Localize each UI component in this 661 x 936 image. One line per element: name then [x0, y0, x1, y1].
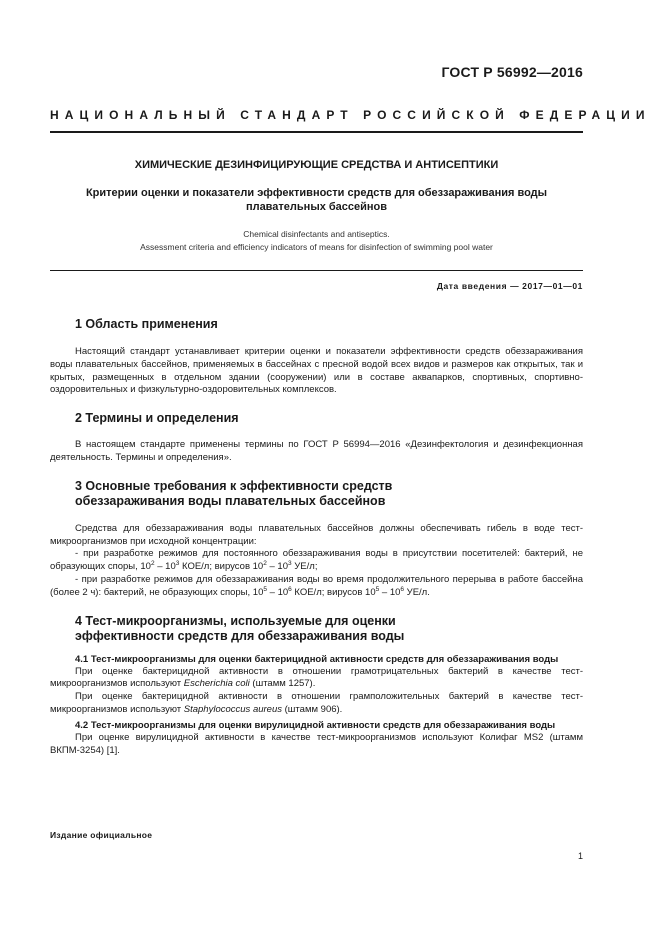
document-subtitle-line-1: Критерии оценки и показатели эффективности средств для обеззараживания воды: [85, 187, 548, 199]
subsection-4-2-paragraph: При оценке вирулицидной активности в качестве тест-микроорганизмов используют Колифаг MS2 (штамм ВКПМ-3254) [1].: [50, 731, 583, 756]
section-3-list-item-2: [50, 574, 583, 600]
item-2-unit-2: УЕ/л.: [406, 586, 430, 598]
item-1-unit-1: КОЕ/л; вирусов: [182, 561, 250, 573]
item-2-text: - при разработке режимов для обеззараживания воды во время продолжительного перерыва в работе бассейна (более 2 ч): бактерий, не образующих споры,: [50, 573, 583, 598]
section-4-heading-line-1: 4 Тест-микроорганизмы, используемые для оценки: [75, 613, 396, 628]
item-2-value-2: $10^6$: [277, 585, 292, 598]
document-subtitle: [50, 186, 583, 214]
section-1-heading: 1 Область применения: [75, 317, 218, 331]
section-3-heading-line-2: обеззараживания воды плавательных бассейнов: [75, 493, 386, 508]
item-2-value-4: $10^6$: [389, 585, 405, 598]
subsection-4-1-paragraph-1: [50, 666, 583, 692]
introduction-date: Дата введения — 2017—01—01: [436, 281, 583, 291]
section-3-list-item-1: [50, 548, 583, 574]
item-2-dash: –: [269, 586, 275, 598]
item-2-unit-1: КОЕ/л; вирусов: [294, 586, 363, 598]
national-standard-title: НАЦИОНАЛЬНЫЙ СТАНДАРТ РОССИЙСКОЙ ФЕДЕРАЦИИ: [50, 108, 651, 122]
section-4-heading: [50, 614, 583, 644]
section-3-heading-line-1: 3 Основные требования к эффективности средств: [75, 478, 393, 493]
s41-p1-strain: (штамм 1257).: [252, 678, 316, 690]
page-number: 1: [577, 851, 583, 861]
s41-p1-text: При оценке бактерицидной активности в отношении грамотрицательных бактерий в качестве тест-микроорганизмов используют: [50, 665, 583, 690]
section-2-text: В настоящем стандарте применены термины по ГОСТ Р 56994—2016 «Дезинфектология и дезинфекционная деятельность. Термины и определения».: [50, 439, 583, 463]
item-1-text: - при разработке режимов для постоянного обеззараживания воды в присутствии посетителей: бактерий, не образующих споры,: [50, 548, 583, 573]
section-3-text: Средства для обеззараживания воды плавательных бассейнов должны обеспечивать гибель в воде тест-микроорганизмов при исходной концентрации:: [50, 522, 583, 547]
s41-p2-strain: (штамм 906).: [284, 703, 343, 715]
english-title-line-2: Assessment criteria and efficiency indicators of means for disinfection of swimming pool water: [140, 242, 493, 252]
section-2-heading: 2 Термины и определения: [75, 411, 239, 426]
subsection-4-1-paragraph-2: [50, 691, 583, 717]
publication-note: Издание официальное: [50, 830, 153, 840]
species-staphylococcus-aureus: Staphylococcus aureus: [183, 703, 282, 715]
item-1-value-4: $10^3$: [277, 560, 292, 573]
item-1-dash: –: [157, 561, 163, 573]
subsection-4-1-heading: 4.1 Тест-микроорганизмы для оценки бактерицидной активности средств для обеззараживания воды: [75, 653, 559, 665]
section-1-text: Настоящий стандарт устанавливает критерии оценки и показатели эффективности средств обеззараживания воды плавательных бассейнов, применяемых в бассейнах с пресной водой всех видов и размеров как открытых, так и крытых, размещенных в отдельном здании (сооружении) или в составе аквапарков, спортивных, спортивно-оздоровительных и физкультурно-оздоровительных комплексов.: [50, 346, 583, 396]
gost-number: ГОСТ Р 56992—2016: [441, 64, 583, 80]
item-1-value-3: $10^2$: [252, 560, 267, 573]
species-escherichia-coli: Escherichia coli: [183, 678, 250, 690]
item-2-dash-2: –: [381, 586, 388, 598]
title-divider: [50, 270, 583, 271]
item-1-unit-2: УЕ/л;: [294, 561, 318, 573]
s41-p2-text: При оценке бактерицидной активности в отношении грамположительных бактерий в качестве тест-микроорганизмов используют: [50, 691, 583, 715]
section-4-heading-line-2: эффективности средств для обеззараживания воды: [75, 628, 405, 643]
english-title: [50, 228, 583, 254]
document-body: [50, 317, 583, 757]
item-2-value-3: $10^5$: [365, 585, 380, 598]
subsection-4-2-heading: 4.2 Тест-микроорганизмы для оценки вирулицидной активности средств для обеззараживания воды: [75, 719, 556, 731]
item-2-value-1: $10^5$: [252, 585, 267, 598]
document-subtitle-line-2: плавательных бассейнов: [245, 201, 388, 213]
item-1-dash-2: –: [269, 561, 275, 573]
item-1-value-1: $10^2$: [140, 560, 155, 573]
english-title-line-1: Chemical disinfectants and antiseptics.: [243, 229, 390, 239]
item-1-value-2: $10^3$: [165, 560, 180, 573]
header-divider: [50, 131, 583, 133]
document-title: ХИМИЧЕСКИЕ ДЕЗИНФИЦИРУЮЩИЕ СРЕДСТВА И АНТИСЕПТИКИ: [134, 159, 499, 171]
section-3-heading: [50, 479, 583, 509]
